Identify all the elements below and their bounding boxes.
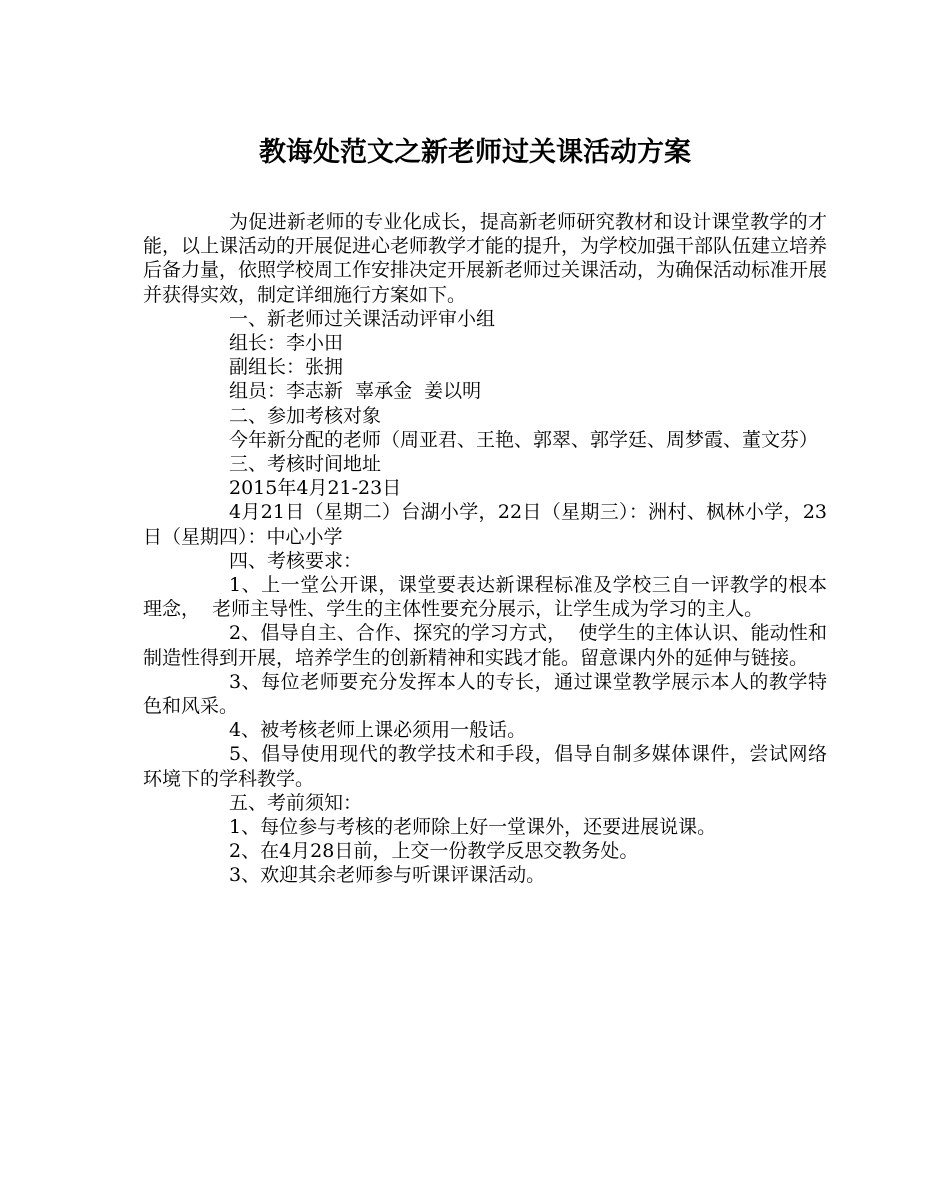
notice-3: 3、欢迎其余老师参与听课评课活动。: [229, 864, 546, 887]
requirement-1: 1、上一堂公开课，课堂要表达新课程标准及学校三自一评教学的根本理念， 老师主导性、学生的主体性要充分展示，让学生成为学习的主人。: [143, 574, 827, 621]
section-heading-5: 五、考前须知：: [229, 791, 363, 814]
document-title: 教诲处范文之新老师过关课活动方案: [259, 137, 691, 168]
section-heading-4: 四、考核要求：: [229, 549, 363, 572]
assessment-targets: 今年新分配的老师（周亚君、王艳、郭翠、郭学廷、周梦霞、董文芬）: [229, 428, 819, 451]
group-members: 组员：李志新 辜承金 姜以明: [229, 380, 482, 403]
deputy-group-leader: 副组长：张拥: [229, 356, 344, 379]
section-heading-1: 一、新老师过关课活动评审小组: [229, 307, 496, 330]
requirement-4: 4、被考核老师上课必须用一般话。: [229, 719, 527, 742]
requirement-2: 2、倡导自主、合作、探究的学习方式， 使学生的主体认识、能动性和制造性得到开展，培养学生的创新精神和实践才能。留意课内外的延伸与链接。: [143, 622, 827, 669]
group-leader: 组长：李小田: [229, 332, 344, 355]
requirement-5: 5、倡导使用现代的教学技术和手段，倡导自制多媒体课件，尝试网络环境下的学科教学。: [143, 743, 827, 790]
assessment-locations: 4月21日（星期二）台湖小学，22日（星期三）：洲村、枫林小学，23日（星期四）：中心小学: [143, 501, 827, 548]
notice-2: 2、在4月28日前，上交一份教学反思交教务处。: [229, 840, 639, 863]
requirement-3: 3、每位老师要充分发挥本人的专长，通过课堂教学展示本人的教学特色和风采。: [143, 670, 827, 718]
section-heading-2: 二、参加考核对象: [229, 404, 382, 427]
intro-paragraph: 为促进新老师的专业化成长，提高新老师研究教材和设计课堂教学的才能，以上课活动的开展促进心老师教学才能的提升，为学校加强干部队伍建立培养后备力量，依照学校周工作安排决定开展新老师过关课活动，为确保活动标准开展并获得实效，制定详细施行方案如下。: [143, 211, 828, 306]
section-heading-3: 三、考核时间地址: [229, 453, 382, 476]
assessment-date: 2015年4月21-23日: [229, 477, 402, 500]
notice-1: 1、每位参与考核的老师除上好一堂课外，还要进展说课。: [229, 816, 717, 839]
document-body: [143, 210, 827, 888]
